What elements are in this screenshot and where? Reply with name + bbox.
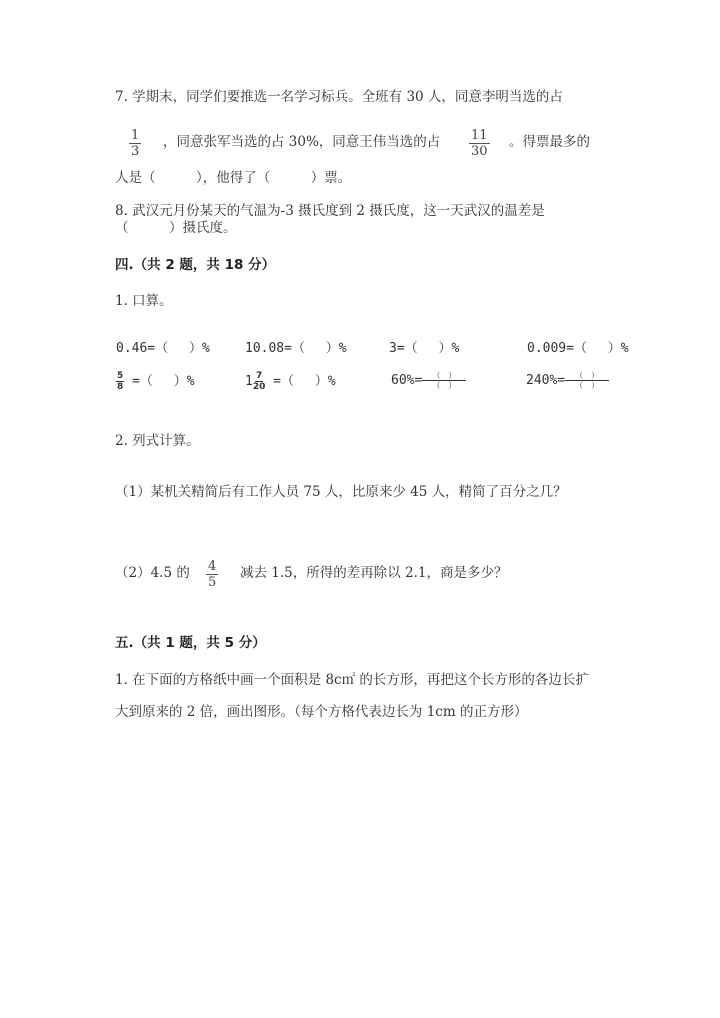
denominator: 3 [131, 144, 140, 159]
blank-denominator: （ ） [575, 381, 600, 390]
q7-line3: 人是（ ），他得了（ ）票。 [115, 170, 352, 186]
q2-2-fraction [206, 559, 218, 590]
section4-heading: 四.（共 2 题，共 18 分） [115, 257, 276, 273]
section5-heading: 五.（共 1 题，共 5 分） [115, 635, 266, 651]
oral-calc-2: 10.08=（ ）% [245, 341, 347, 356]
q7-fraction-1-3 [129, 128, 141, 159]
s5-q1-line2: 大到原来的 2 倍，画出图形。（每个方格代表边长为 1cm 的正方形） [115, 704, 528, 720]
oral-calc-7 [391, 371, 466, 390]
q1-label: 1. 口算。 [115, 293, 173, 309]
numerator: 4 [208, 559, 217, 574]
blank-numerator: （ ） [565, 371, 609, 381]
denominator: 30 [471, 144, 488, 159]
oral-calc-4: 0.009=（ ）% [527, 341, 629, 356]
s5-q1-line1: 1. 在下面的方格纸中画一个面积是 8c㎡ 的长方形，再把这个长方形的各边长扩 [115, 672, 589, 688]
q7-line2: ，同意张军当选的占 30%，同意王伟当选的占 [163, 134, 441, 150]
oral-calc-3: 3=（ ）% [389, 341, 460, 356]
expression: =（ ）% [265, 374, 336, 389]
numerator: 5 [117, 371, 124, 381]
q2-1: （1）某机关精简后有工作人员 75 人，比原来少 45 人，精简了百分之几？ [115, 484, 567, 500]
blank-denominator: （ ） [432, 381, 457, 390]
whole-part: 1 [245, 374, 253, 389]
oral-calc-5 [116, 371, 195, 392]
q2-label: 2. 列式计算。 [115, 433, 200, 449]
expression: =（ ）% [124, 374, 195, 389]
blank-numerator: （ ） [422, 371, 466, 381]
q8-line1: 8. 武汉元月份某天的气温为-3 摄氏度到 2 摄氏度，这一天武汉的温差是 [115, 203, 545, 219]
q2-2-start: （2）4.5 的 [115, 565, 190, 581]
q8-line2: （ ）摄氏度。 [115, 220, 237, 236]
q7-line1: 7. 学期末，同学们要推选一名学习标兵。全班有 30 人，同意李明当选的占 [115, 89, 563, 105]
denominator: 5 [208, 575, 217, 590]
numerator: 1 [131, 128, 140, 143]
oral-calc-8 [526, 371, 609, 390]
denominator: 20 [252, 382, 266, 392]
numerator: 7 [255, 371, 263, 381]
denominator: 8 [117, 382, 124, 392]
oral-calc-1: 0.46=（ ）% [116, 341, 210, 356]
numerator: 11 [471, 128, 488, 143]
expression: 60%= [391, 373, 423, 388]
oral-calc-6 [245, 371, 336, 392]
expression: 240%= [526, 373, 566, 388]
q2-2-end: 减去 1.5，所得的差再除以 2.1，商是多少？ [240, 565, 508, 581]
q7-line2-end: 。得票最多的 [509, 134, 590, 150]
q7-fraction-11-30 [469, 128, 490, 159]
